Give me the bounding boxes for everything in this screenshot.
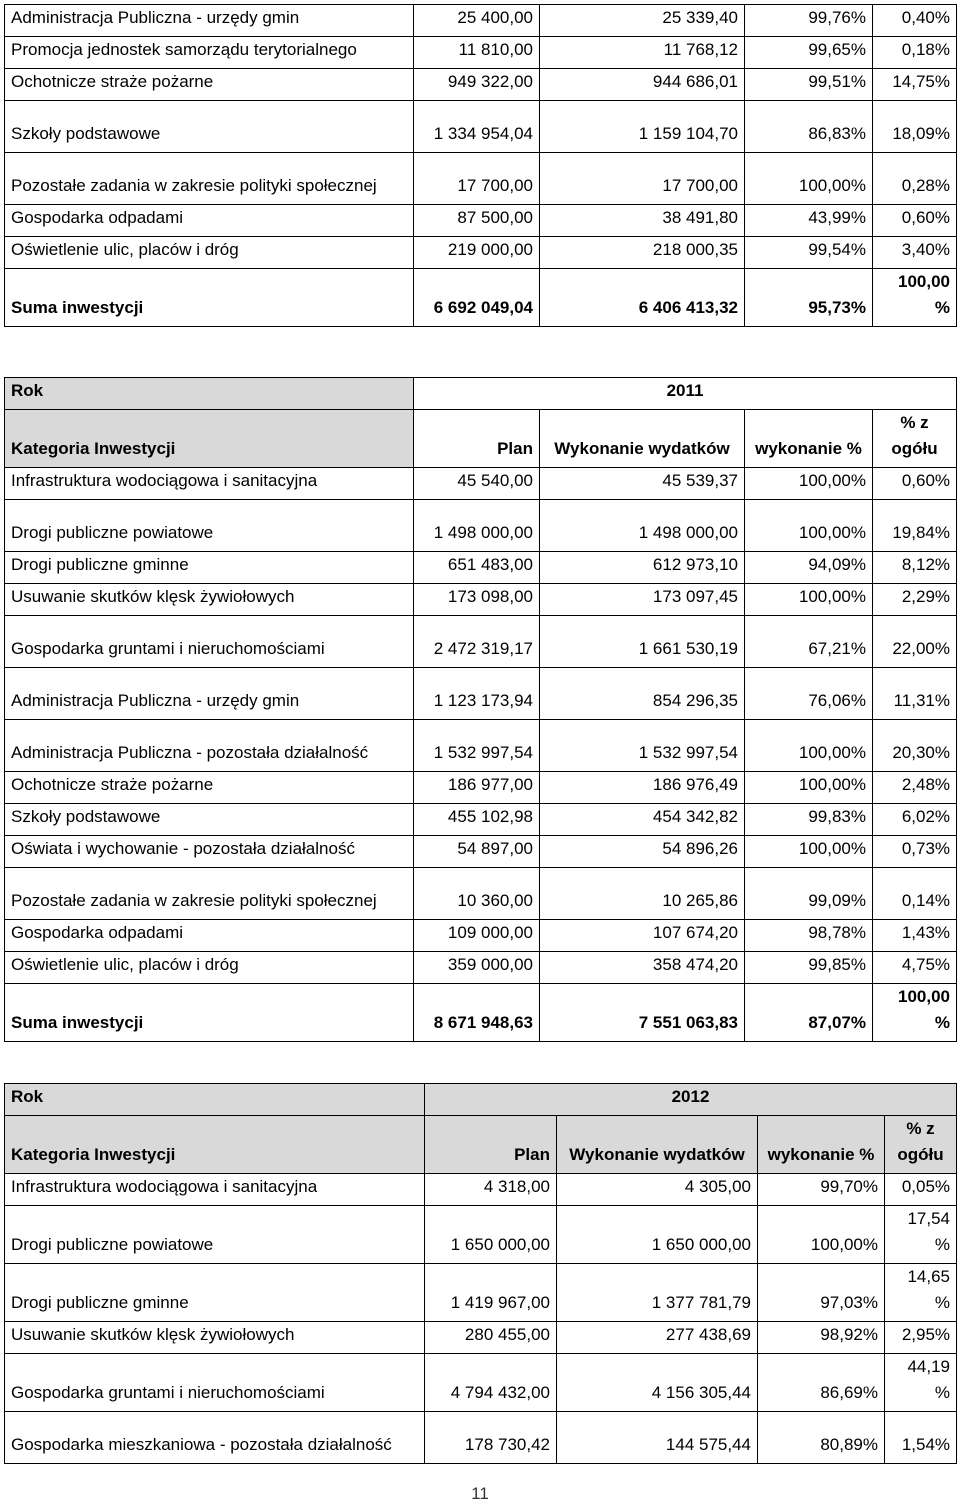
row-pct: 98,92% bbox=[758, 1322, 885, 1354]
row-pct: 100,00% bbox=[745, 720, 873, 772]
row-category: Pozostałe zadania w zakresie polityki społecznej bbox=[5, 868, 414, 920]
table-row bbox=[5, 836, 957, 868]
row-pct: 100,00% bbox=[758, 1206, 885, 1264]
row-category: Pozostałe zadania w zakresie polityki społecznej bbox=[5, 153, 414, 205]
row-plan: 1 123 173,94 bbox=[414, 668, 540, 720]
row-exec: 1 661 530,19 bbox=[540, 616, 745, 668]
row-plan: 4 318,00 bbox=[425, 1174, 557, 1206]
row-category: Oświata i wychowanie - pozostała działalność bbox=[5, 836, 414, 868]
table-header bbox=[5, 1084, 957, 1174]
table-row bbox=[5, 69, 957, 101]
row-pct: 43,99% bbox=[745, 205, 873, 237]
row-share: 0,73% bbox=[873, 836, 957, 868]
row-exec: 38 491,80 bbox=[540, 205, 745, 237]
table-row bbox=[5, 37, 957, 69]
row-category: Ochotnicze straże pożarne bbox=[5, 69, 414, 101]
row-plan: 11 810,00 bbox=[414, 37, 540, 69]
row-category: Drogi publiczne gminne bbox=[5, 1264, 425, 1322]
row-plan: 1 419 967,00 bbox=[425, 1264, 557, 1322]
row-category: Gospodarka gruntami i nieruchomościami bbox=[5, 1354, 425, 1412]
total-plan: 8 671 948,63 bbox=[414, 984, 540, 1042]
row-pct: 94,09% bbox=[745, 552, 873, 584]
page-number: 11 bbox=[471, 1484, 489, 1503]
total-row bbox=[5, 984, 957, 1042]
row-share: 22,00% bbox=[873, 616, 957, 668]
row-pct: 76,06% bbox=[745, 668, 873, 720]
row-share: 17,54 % bbox=[885, 1206, 957, 1264]
row-category: Oświetlenie ulic, placów i dróg bbox=[5, 237, 414, 269]
row-category: Gospodarka odpadami bbox=[5, 205, 414, 237]
row-plan: 651 483,00 bbox=[414, 552, 540, 584]
row-plan: 359 000,00 bbox=[414, 952, 540, 984]
total-exec: 7 551 063,83 bbox=[540, 984, 745, 1042]
table-row bbox=[5, 1322, 957, 1354]
table-row bbox=[5, 5, 957, 37]
row-pct: 67,21% bbox=[745, 616, 873, 668]
row-share: 0,40% bbox=[873, 5, 957, 37]
row-exec: 612 973,10 bbox=[540, 552, 745, 584]
row-pct: 99,83% bbox=[745, 804, 873, 836]
row-exec: 944 686,01 bbox=[540, 69, 745, 101]
row-exec: 45 539,37 bbox=[540, 468, 745, 500]
row-category: Administracja Publiczna - urzędy gmin bbox=[5, 668, 414, 720]
table-row bbox=[5, 868, 957, 920]
table-body bbox=[5, 468, 957, 1042]
row-plan: 2 472 319,17 bbox=[414, 616, 540, 668]
row-share: 0,05% bbox=[885, 1174, 957, 1206]
row-category: Drogi publiczne powiatowe bbox=[5, 1206, 425, 1264]
row-plan: 173 098,00 bbox=[414, 584, 540, 616]
table-row bbox=[5, 153, 957, 205]
row-exec: 1 498 000,00 bbox=[540, 500, 745, 552]
row-plan: 1 650 000,00 bbox=[425, 1206, 557, 1264]
investment-table-2012 bbox=[4, 1083, 957, 1464]
header-exec: Wykonanie wydatków bbox=[540, 410, 745, 468]
row-share: 44,19 % bbox=[885, 1354, 957, 1412]
total-label: Suma inwestycji bbox=[5, 984, 414, 1042]
row-pct: 80,89% bbox=[758, 1412, 885, 1464]
row-category: Gospodarka mieszkaniowa - pozostała działalność bbox=[5, 1412, 425, 1464]
row-pct: 97,03% bbox=[758, 1264, 885, 1322]
row-exec: 144 575,44 bbox=[557, 1412, 758, 1464]
table-row bbox=[5, 668, 957, 720]
table-row bbox=[5, 584, 957, 616]
table-row bbox=[5, 237, 957, 269]
rok-label: Rok bbox=[5, 378, 414, 410]
row-category: Administracja Publiczna - urzędy gmin bbox=[5, 5, 414, 37]
row-category: Infrastruktura wodociągowa i sanitacyjna bbox=[5, 468, 414, 500]
row-exec: 1 650 000,00 bbox=[557, 1206, 758, 1264]
row-pct: 86,83% bbox=[745, 101, 873, 153]
row-share: 2,48% bbox=[873, 772, 957, 804]
table-row bbox=[5, 205, 957, 237]
total-row bbox=[5, 269, 957, 327]
row-pct: 99,09% bbox=[745, 868, 873, 920]
row-plan: 109 000,00 bbox=[414, 920, 540, 952]
row-share: 19,84% bbox=[873, 500, 957, 552]
row-pct: 99,51% bbox=[745, 69, 873, 101]
header-share: % z ogółu bbox=[885, 1116, 957, 1174]
row-plan: 455 102,98 bbox=[414, 804, 540, 836]
row-category: Infrastruktura wodociągowa i sanitacyjna bbox=[5, 1174, 425, 1206]
header-category: Kategoria Inwestycji bbox=[5, 1116, 425, 1174]
row-exec: 358 474,20 bbox=[540, 952, 745, 984]
row-plan: 4 794 432,00 bbox=[425, 1354, 557, 1412]
row-pct: 98,78% bbox=[745, 920, 873, 952]
row-pct: 86,69% bbox=[758, 1354, 885, 1412]
row-plan: 280 455,00 bbox=[425, 1322, 557, 1354]
header-category: Kategoria Inwestycji bbox=[5, 410, 414, 468]
row-share: 0,60% bbox=[873, 468, 957, 500]
row-category: Oświetlenie ulic, placów i dróg bbox=[5, 952, 414, 984]
row-pct: 100,00% bbox=[745, 584, 873, 616]
row-category: Szkoły podstawowe bbox=[5, 804, 414, 836]
table-row bbox=[5, 1206, 957, 1264]
row-exec: 173 097,45 bbox=[540, 584, 745, 616]
row-plan: 219 000,00 bbox=[414, 237, 540, 269]
row-share: 0,28% bbox=[873, 153, 957, 205]
header-plan: Plan bbox=[425, 1116, 557, 1174]
total-exec: 6 406 413,32 bbox=[540, 269, 745, 327]
row-share: 0,60% bbox=[873, 205, 957, 237]
row-plan: 178 730,42 bbox=[425, 1412, 557, 1464]
row-plan: 45 540,00 bbox=[414, 468, 540, 500]
row-exec: 25 339,40 bbox=[540, 5, 745, 37]
table-row bbox=[5, 101, 957, 153]
row-plan: 10 360,00 bbox=[414, 868, 540, 920]
row-plan: 25 400,00 bbox=[414, 5, 540, 37]
row-category: Ochotnicze straże pożarne bbox=[5, 772, 414, 804]
table-body bbox=[5, 5, 957, 327]
header-pct: wykonanie % bbox=[758, 1116, 885, 1174]
row-exec: 218 000,35 bbox=[540, 237, 745, 269]
row-pct: 99,70% bbox=[758, 1174, 885, 1206]
table-row bbox=[5, 500, 957, 552]
table-row bbox=[5, 1264, 957, 1322]
row-pct: 99,85% bbox=[745, 952, 873, 984]
header-pct: wykonanie % bbox=[745, 410, 873, 468]
row-exec: 10 265,86 bbox=[540, 868, 745, 920]
row-exec: 277 438,69 bbox=[557, 1322, 758, 1354]
table-row bbox=[5, 1412, 957, 1464]
row-exec: 107 674,20 bbox=[540, 920, 745, 952]
row-exec: 1 377 781,79 bbox=[557, 1264, 758, 1322]
row-exec: 17 700,00 bbox=[540, 153, 745, 205]
table-body bbox=[5, 1174, 957, 1464]
row-pct: 99,76% bbox=[745, 5, 873, 37]
row-plan: 87 500,00 bbox=[414, 205, 540, 237]
row-exec: 4 156 305,44 bbox=[557, 1354, 758, 1412]
investment-table-2011 bbox=[4, 377, 957, 1042]
row-pct: 99,54% bbox=[745, 237, 873, 269]
row-pct: 100,00% bbox=[745, 468, 873, 500]
row-category: Administracja Publiczna - pozostała działalność bbox=[5, 720, 414, 772]
total-pct: 95,73% bbox=[745, 269, 873, 327]
row-category: Drogi publiczne powiatowe bbox=[5, 500, 414, 552]
row-share: 14,75% bbox=[873, 69, 957, 101]
row-pct: 99,65% bbox=[745, 37, 873, 69]
row-share: 6,02% bbox=[873, 804, 957, 836]
row-plan: 17 700,00 bbox=[414, 153, 540, 205]
total-pct: 87,07% bbox=[745, 984, 873, 1042]
row-exec: 186 976,49 bbox=[540, 772, 745, 804]
row-plan: 1 334 954,04 bbox=[414, 101, 540, 153]
row-exec: 11 768,12 bbox=[540, 37, 745, 69]
rok-label: Rok bbox=[5, 1084, 425, 1116]
row-share: 0,18% bbox=[873, 37, 957, 69]
table-row bbox=[5, 804, 957, 836]
row-category: Gospodarka gruntami i nieruchomościami bbox=[5, 616, 414, 668]
row-share: 1,54% bbox=[885, 1412, 957, 1464]
table-row bbox=[5, 552, 957, 584]
table-row bbox=[5, 468, 957, 500]
row-share: 4,75% bbox=[873, 952, 957, 984]
table-row bbox=[5, 720, 957, 772]
row-exec: 54 896,26 bbox=[540, 836, 745, 868]
row-share: 18,09% bbox=[873, 101, 957, 153]
table-row bbox=[5, 772, 957, 804]
table-row bbox=[5, 920, 957, 952]
table-row bbox=[5, 616, 957, 668]
header-exec: Wykonanie wydatków bbox=[557, 1116, 758, 1174]
row-pct: 100,00% bbox=[745, 836, 873, 868]
header-share: % z ogółu bbox=[873, 410, 957, 468]
row-share: 2,95% bbox=[885, 1322, 957, 1354]
row-exec: 454 342,82 bbox=[540, 804, 745, 836]
table-header bbox=[5, 378, 957, 468]
row-plan: 186 977,00 bbox=[414, 772, 540, 804]
row-category: Usuwanie skutków klęsk żywiołowych bbox=[5, 584, 414, 616]
row-share: 8,12% bbox=[873, 552, 957, 584]
year-label: 2012 bbox=[425, 1084, 957, 1116]
row-share: 11,31% bbox=[873, 668, 957, 720]
investment-table-continued bbox=[4, 4, 957, 327]
row-share: 14,65 % bbox=[885, 1264, 957, 1322]
row-category: Promocja jednostek samorządu terytorialnego bbox=[5, 37, 414, 69]
row-share: 2,29% bbox=[873, 584, 957, 616]
total-label: Suma inwestycji bbox=[5, 269, 414, 327]
row-exec: 854 296,35 bbox=[540, 668, 745, 720]
row-category: Usuwanie skutków klęsk żywiołowych bbox=[5, 1322, 425, 1354]
header-plan: Plan bbox=[414, 410, 540, 468]
row-pct: 100,00% bbox=[745, 500, 873, 552]
row-exec: 1 532 997,54 bbox=[540, 720, 745, 772]
row-pct: 100,00% bbox=[745, 153, 873, 205]
row-share: 0,14% bbox=[873, 868, 957, 920]
row-share: 3,40% bbox=[873, 237, 957, 269]
row-category: Szkoły podstawowe bbox=[5, 101, 414, 153]
row-share: 20,30% bbox=[873, 720, 957, 772]
row-plan: 1 498 000,00 bbox=[414, 500, 540, 552]
row-pct: 100,00% bbox=[745, 772, 873, 804]
row-exec: 1 159 104,70 bbox=[540, 101, 745, 153]
total-share: 100,00 % bbox=[873, 984, 957, 1042]
row-plan: 949 322,00 bbox=[414, 69, 540, 101]
year-label: 2011 bbox=[414, 378, 957, 410]
table-row bbox=[5, 1174, 957, 1206]
row-category: Drogi publiczne gminne bbox=[5, 552, 414, 584]
table-row bbox=[5, 952, 957, 984]
row-exec: 4 305,00 bbox=[557, 1174, 758, 1206]
row-category: Gospodarka odpadami bbox=[5, 920, 414, 952]
total-plan: 6 692 049,04 bbox=[414, 269, 540, 327]
row-share: 1,43% bbox=[873, 920, 957, 952]
row-plan: 54 897,00 bbox=[414, 836, 540, 868]
table-row bbox=[5, 1354, 957, 1412]
row-plan: 1 532 997,54 bbox=[414, 720, 540, 772]
total-share: 100,00 % bbox=[873, 269, 957, 327]
